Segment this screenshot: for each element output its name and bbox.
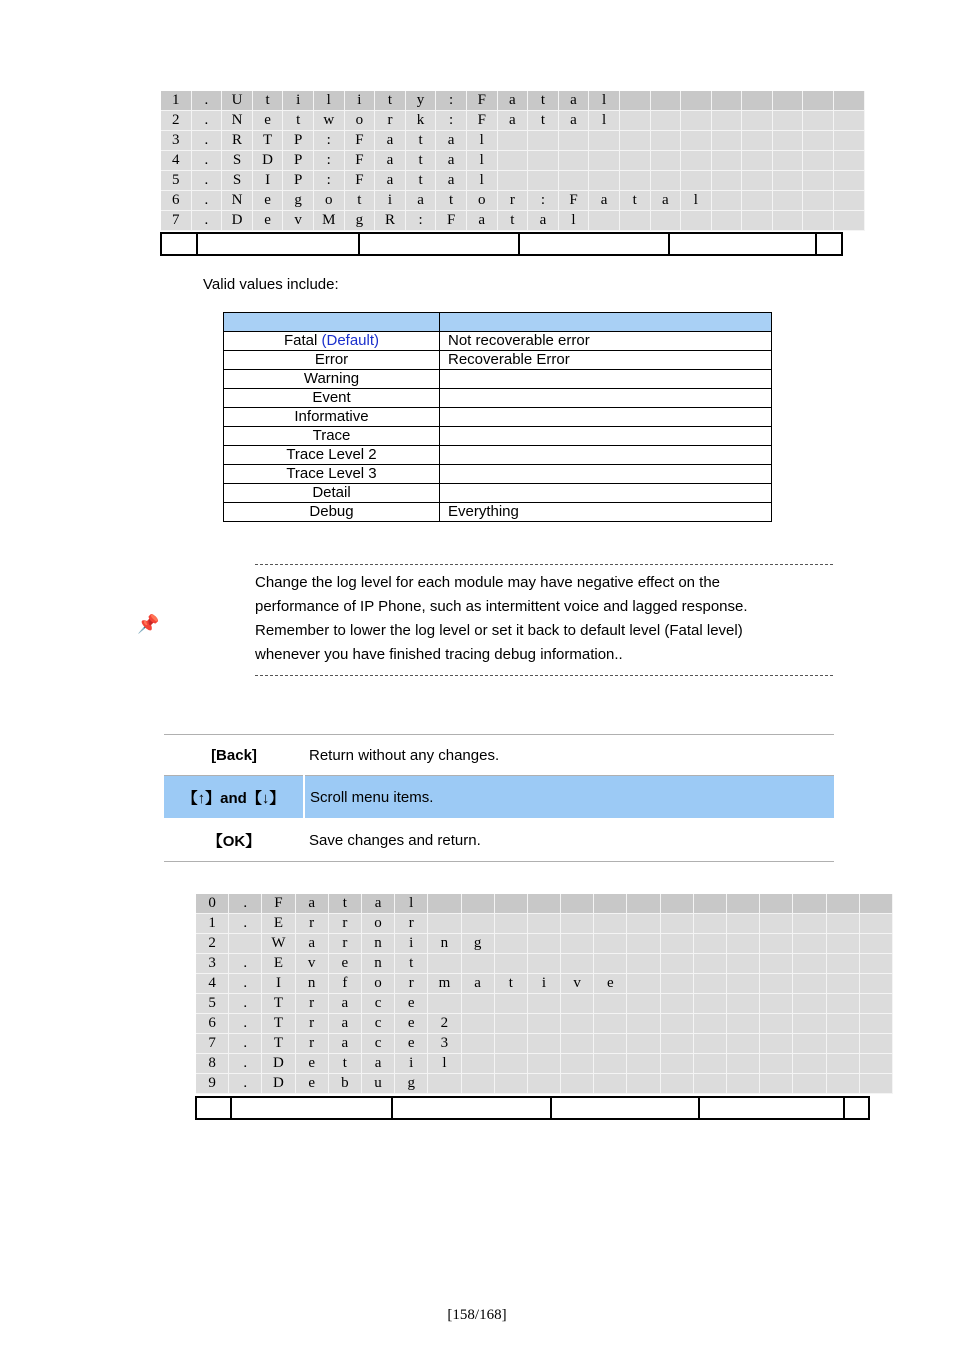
value-description bbox=[440, 408, 772, 427]
lcd-screen-log-levels bbox=[196, 894, 893, 1094]
note-line: whenever you have finished tracing debug information.. bbox=[255, 646, 623, 663]
table-row bbox=[224, 332, 772, 351]
intro-text: Valid values include: bbox=[203, 276, 339, 293]
value-name: Debug bbox=[309, 503, 354, 520]
lcd-row[interactable]: 5 . S I P : F a t a l bbox=[161, 171, 864, 191]
table-row bbox=[224, 503, 772, 522]
key-label: [Back] bbox=[164, 735, 304, 776]
softkey-6[interactable] bbox=[817, 234, 841, 254]
lcd-row[interactable]: 4 . S D P : F a t a l bbox=[161, 151, 864, 171]
lcd-row[interactable]: 4 . I n f o r m a t i v e bbox=[196, 974, 892, 994]
softkey-1[interactable] bbox=[197, 1098, 232, 1118]
lcd-row[interactable]: 2 W a r n i n g bbox=[196, 934, 892, 954]
value-description bbox=[440, 389, 772, 408]
softkey-3[interactable] bbox=[393, 1098, 552, 1118]
table-row bbox=[224, 389, 772, 408]
value-name: Error bbox=[314, 351, 349, 368]
table-row bbox=[224, 427, 772, 446]
default-marker: (Default) bbox=[321, 332, 380, 349]
table-header-row bbox=[224, 313, 772, 332]
value-name: Trace bbox=[312, 427, 351, 444]
value-description: Not recoverable error bbox=[440, 332, 772, 351]
note-line: performance of IP Phone, such as intermittent voice and lagged response. bbox=[255, 598, 748, 615]
value-description bbox=[440, 446, 772, 465]
note-line: Remember to lower the log level or set it back to default level (Fatal level) bbox=[255, 622, 743, 639]
softkey-5[interactable] bbox=[700, 1098, 845, 1118]
value-name: Detail bbox=[312, 484, 351, 501]
table-row bbox=[164, 776, 834, 820]
value-description bbox=[440, 427, 772, 446]
softkey-5[interactable] bbox=[670, 234, 817, 254]
softkey-4[interactable] bbox=[552, 1098, 700, 1118]
lcd-row[interactable]: 3 . R T P : F a t a l bbox=[161, 131, 864, 151]
note-line: Change the log level for each module may have negative effect on the bbox=[255, 574, 721, 591]
value-description: Recoverable Error bbox=[440, 351, 772, 370]
note-box bbox=[255, 564, 833, 676]
lcd-row[interactable]: 6 . N e g o t i a t o r : F a t a l bbox=[161, 191, 864, 211]
lcd-row[interactable]: 5 . T r a c e bbox=[196, 994, 892, 1014]
value-description bbox=[440, 484, 772, 503]
lcd-row[interactable]: 7 . D e v M g R : F a t a l bbox=[161, 211, 864, 231]
key-label: 【↑】and【↓】 bbox=[164, 776, 304, 820]
softkey-2[interactable] bbox=[198, 234, 360, 254]
valid-values-table bbox=[223, 312, 772, 522]
lcd-row[interactable]: 8 . D e t a i l bbox=[196, 1054, 892, 1074]
softkey-2[interactable] bbox=[232, 1098, 393, 1118]
value-description bbox=[440, 465, 772, 484]
table-row bbox=[164, 819, 834, 862]
value-name: Warning bbox=[303, 370, 360, 387]
softkey-1[interactable] bbox=[162, 234, 198, 254]
value-name: Fatal bbox=[283, 332, 318, 349]
value-description bbox=[440, 370, 772, 389]
key-description: Scroll menu items. bbox=[304, 776, 834, 820]
softkey-bar bbox=[160, 232, 843, 256]
lcd-row[interactable]: 1 . U t i l i t y : F a t a l bbox=[161, 91, 864, 111]
table-row bbox=[224, 408, 772, 427]
page-number: [158/168] bbox=[447, 1307, 507, 1323]
table-row bbox=[224, 484, 772, 503]
softkey-6[interactable] bbox=[845, 1098, 868, 1118]
value-name: Informative bbox=[294, 408, 369, 425]
key-description: Return without any changes. bbox=[304, 735, 834, 776]
pushpin-icon: 📌 bbox=[137, 614, 160, 634]
value-name: Trace Level 3 bbox=[286, 465, 377, 482]
value-description: Everything bbox=[440, 503, 772, 522]
table-row bbox=[224, 351, 772, 370]
table-row bbox=[224, 446, 772, 465]
lcd-row[interactable]: 0 . F a t a l bbox=[196, 894, 892, 914]
table-row bbox=[224, 465, 772, 484]
table-row bbox=[164, 735, 834, 776]
softkey-4[interactable] bbox=[520, 234, 670, 254]
value-name: Event bbox=[312, 389, 351, 406]
table-row bbox=[224, 370, 772, 389]
key-description-table bbox=[164, 734, 834, 862]
lcd-row[interactable]: 6 . T r a c e 2 bbox=[196, 1014, 892, 1034]
lcd-row[interactable]: 2 . N e t w o r k : F a t a l bbox=[161, 111, 864, 131]
lcd-row[interactable]: 9 . D e b u g bbox=[196, 1074, 892, 1094]
softkey-bar bbox=[195, 1096, 870, 1120]
lcd-screen-log-modules bbox=[161, 91, 865, 231]
lcd-row[interactable]: 1 . E r r o r bbox=[196, 914, 892, 934]
softkey-3[interactable] bbox=[360, 234, 520, 254]
lcd-row[interactable]: 3 . E v e n t bbox=[196, 954, 892, 974]
lcd-row[interactable]: 7 . T r a c e 3 bbox=[196, 1034, 892, 1054]
key-label: 【OK】 bbox=[164, 819, 304, 862]
key-description: Save changes and return. bbox=[304, 819, 834, 862]
value-name: Trace Level 2 bbox=[286, 446, 377, 463]
